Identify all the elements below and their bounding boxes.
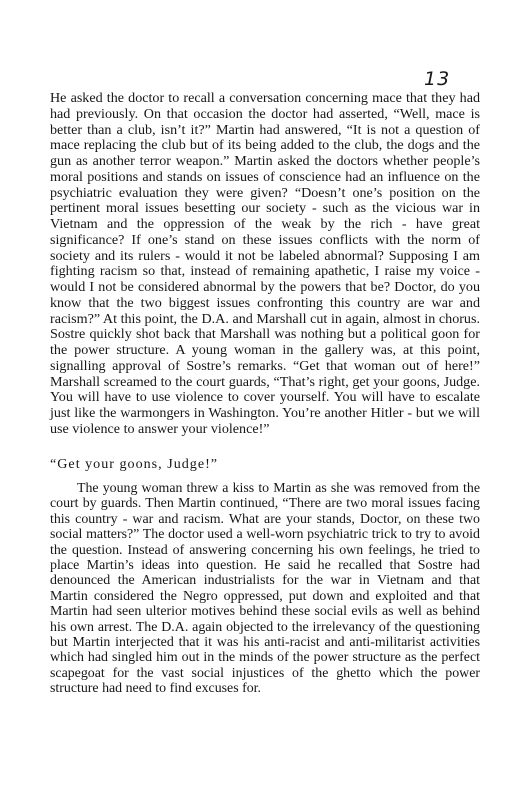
body-paragraph-2: The young woman threw a kiss to Martin as she was removed from the court by guards. Then Martin continued, “There are two moral issues facing this country - war and racism. What are your stands, Doctor, on these two social matters?” The doctor used a well-worn psychiatric trick to try to avoid the question. Instead of answering concerning his own feelings, he tried to place Martin’s ideas into question. He said he recalled that Sostre had denounced the American industrialists for the war in Vietnam and that Martin considered the Negro oppressed, put down and exploited and that Martin had seen ulterior motives behind these social evils as well as behind his own arrest. The D.A. again objected to the irrelevancy of the questioning but Martin interjected that it was his anti-racist and anti-militarist activities which had singled him out in the minds of the power structure as the perfect scapegoat for the vast social injustices of the ghetto which the power structure had need to find excuses for. [50,481,480,697]
page-number: 13 [424,68,451,90]
body-paragraph-1: He asked the doctor to recall a conversation concerning mace that they had had previously. On that occasion the doctor had asserted, “Well, mace is better than a club, isn’t it?” Martin had answered, “It is not a question of mace replacing the club but of its being added to the club, the dogs and the gun as another terror weapon.” Martin asked the doctors whether people’s moral positions and stands on issues of conscience had an influence on the psychiatric evaluation they were given? “Doesn’t one’s position on the pertinent moral issues besetting our society - such as the vicious war in Vietnam and the oppression of the weak by the rich - have great significance? If one’s stand on these issues conflicts with the norm of society and its rulers - would it not be labeled abnormal? Supposing I am fighting racism so that, instead of remaining apathetic, I raise my voice - would I not be considered abnormal by the powers that be? Doctor, do you know that the two biggest issues confronting this country are war and racism?” At this point, the D.A. and Marshall cut in again, almost in chorus. Sostre quickly shot back that Marshall was nothing but a political goon for the power structure. A young woman in the gallery was, at this point, signalling approval of Sostre’s remarks. “Get that woman out of here!” Marshall screamed to the court guards, “That’s right, get your goons, Judge. You will have to use violence to cover yourself. You will have to escalate just like the warmongers in Washington. You’re another Hitler - but we will use violence to answer your violence!” [50,90,480,437]
section-heading-quote: “Get your goons, Judge!” [50,456,219,472]
